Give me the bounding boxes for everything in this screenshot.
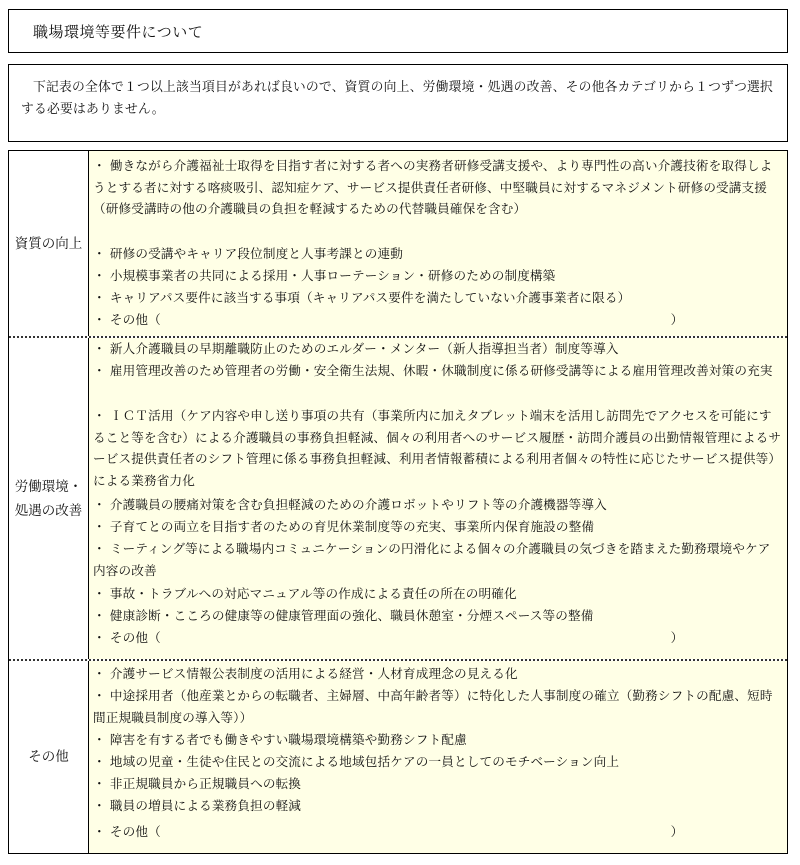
list-item: ・ 新人介護職員の早期離職防止のためのエルダー・メンター（新人指導担当者）制度等導入 (93, 341, 619, 356)
list-item: ・ 健康診断・こころの健康等の健康管理面の強化、職員休憩室・分煙スペース等の整備 (93, 608, 594, 623)
page-title: 職場環境等要件について (33, 23, 204, 41)
category-label-working-environment (9, 338, 89, 659)
category-label-text: 資質の向上 (14, 235, 83, 252)
list-item: ・ 非正規職員から正規職員への転換 (93, 776, 302, 791)
list-item-other: ・ その他（ ） (93, 824, 684, 839)
category-content-working-environment (89, 338, 787, 659)
list-item-other: ・ その他（ ） (93, 312, 684, 327)
category-label-quality (9, 151, 89, 336)
list-item: ・ キャリアパス要件に該当する事項（キャリアパス要件を満たしていない介護事業者に限る） (93, 290, 631, 305)
list-item: ・ 介護サービス情報公表制度の活用による経営・人材育成理念の見える化 (93, 666, 518, 681)
category-content-other (89, 661, 787, 853)
list-item: ・ 働きながら介護福祉士取得を目指す者に対する者への実務者研修受講支援や、より専門性の高い介護技術を取得しようとする者に対する喀痰吸引、認知症ケア、サービス提供責任者研修、中堅職員に対するマネジメント研修の受講支援（研修受講時の他の介護職員の負担を軽減するための代替職員確保を含む） (93, 158, 773, 216)
list-item-other: ・ その他（ ） (93, 630, 684, 645)
list-item: ・ 地域の児童・生徒や住民との交流による地域包括ケアの一員としてのモチベーション向上 (93, 754, 620, 769)
category-label-text: 処遇の改善 (14, 502, 83, 519)
title-box (8, 9, 788, 53)
list-item: ・ 子育てとの両立を目指す者のための育児休業制度等の充実、事業所内保育施設の整備 (93, 519, 595, 534)
category-label-other (9, 661, 89, 853)
category-label-text: 労働環境・ (14, 478, 83, 495)
list-item: ・ ミーティング等による職場内コミュニケーションの円滑化による個々の介護職員の気づきを踏まえた勤務環境やケア内容の改善 (93, 541, 771, 578)
list-item: ・ 小規模事業者の共同による採用・人事ローテーション・研修のための制度構築 (93, 268, 556, 283)
description-box (8, 64, 788, 142)
category-content-quality (89, 151, 787, 336)
list-item: ・ 研修の受講やキャリア段位制度と人事考課との連動 (93, 246, 404, 261)
list-item: ・ 職員の増員による業務負担の軽減 (93, 798, 302, 813)
list-item: ・ ＩＣＴ活用（ケア内容や申し送り事項の共有（事業所内に加えタブレット端末を活用し訪問先でアクセスを可能にすること等を含む）による介護職員の事務負担軽減、個々の利用者へのサービス履歴・訪問介護員の出勤情報管理によるサービス提供責任者のシフト管理に係る事務負担軽減、利用者情報蓄積による利用者個々の特性に応じたサービス提供等）による業務省力化 (93, 408, 782, 488)
list-item: ・ 事故・トラブルへの対応マニュアル等の作成による責任の所在の明確化 (93, 586, 517, 601)
list-item: ・ 障害を有する者でも働きやすい職場環境構築や勤務シフト配慮 (93, 732, 467, 747)
requirements-table (8, 150, 788, 854)
description-text: 下記表の全体で１つ以上該当項目があれば良いので、資質の向上、労働環境・処遇の改善、その他各カテゴリから１つずつ選択する必要はありません。 (21, 80, 774, 117)
category-label-text: その他 (28, 749, 69, 765)
list-item: ・ 介護職員の腰痛対策を含む負担軽減のための介護ロボットやリフト等の介護機器等導入 (93, 497, 607, 512)
list-item: ・ 中途採用者（他産業とからの転職者、主婦層、中高年齢者等）に特化した人事制度の確立（勤務シフトの配慮、短時間正規職員制度の導入等）） (93, 688, 773, 725)
list-item: ・ 雇用管理改善のため管理者の労働・安全衛生法規、休暇・休職制度に係る研修受講等による雇用管理改善対策の充実 (93, 363, 773, 378)
